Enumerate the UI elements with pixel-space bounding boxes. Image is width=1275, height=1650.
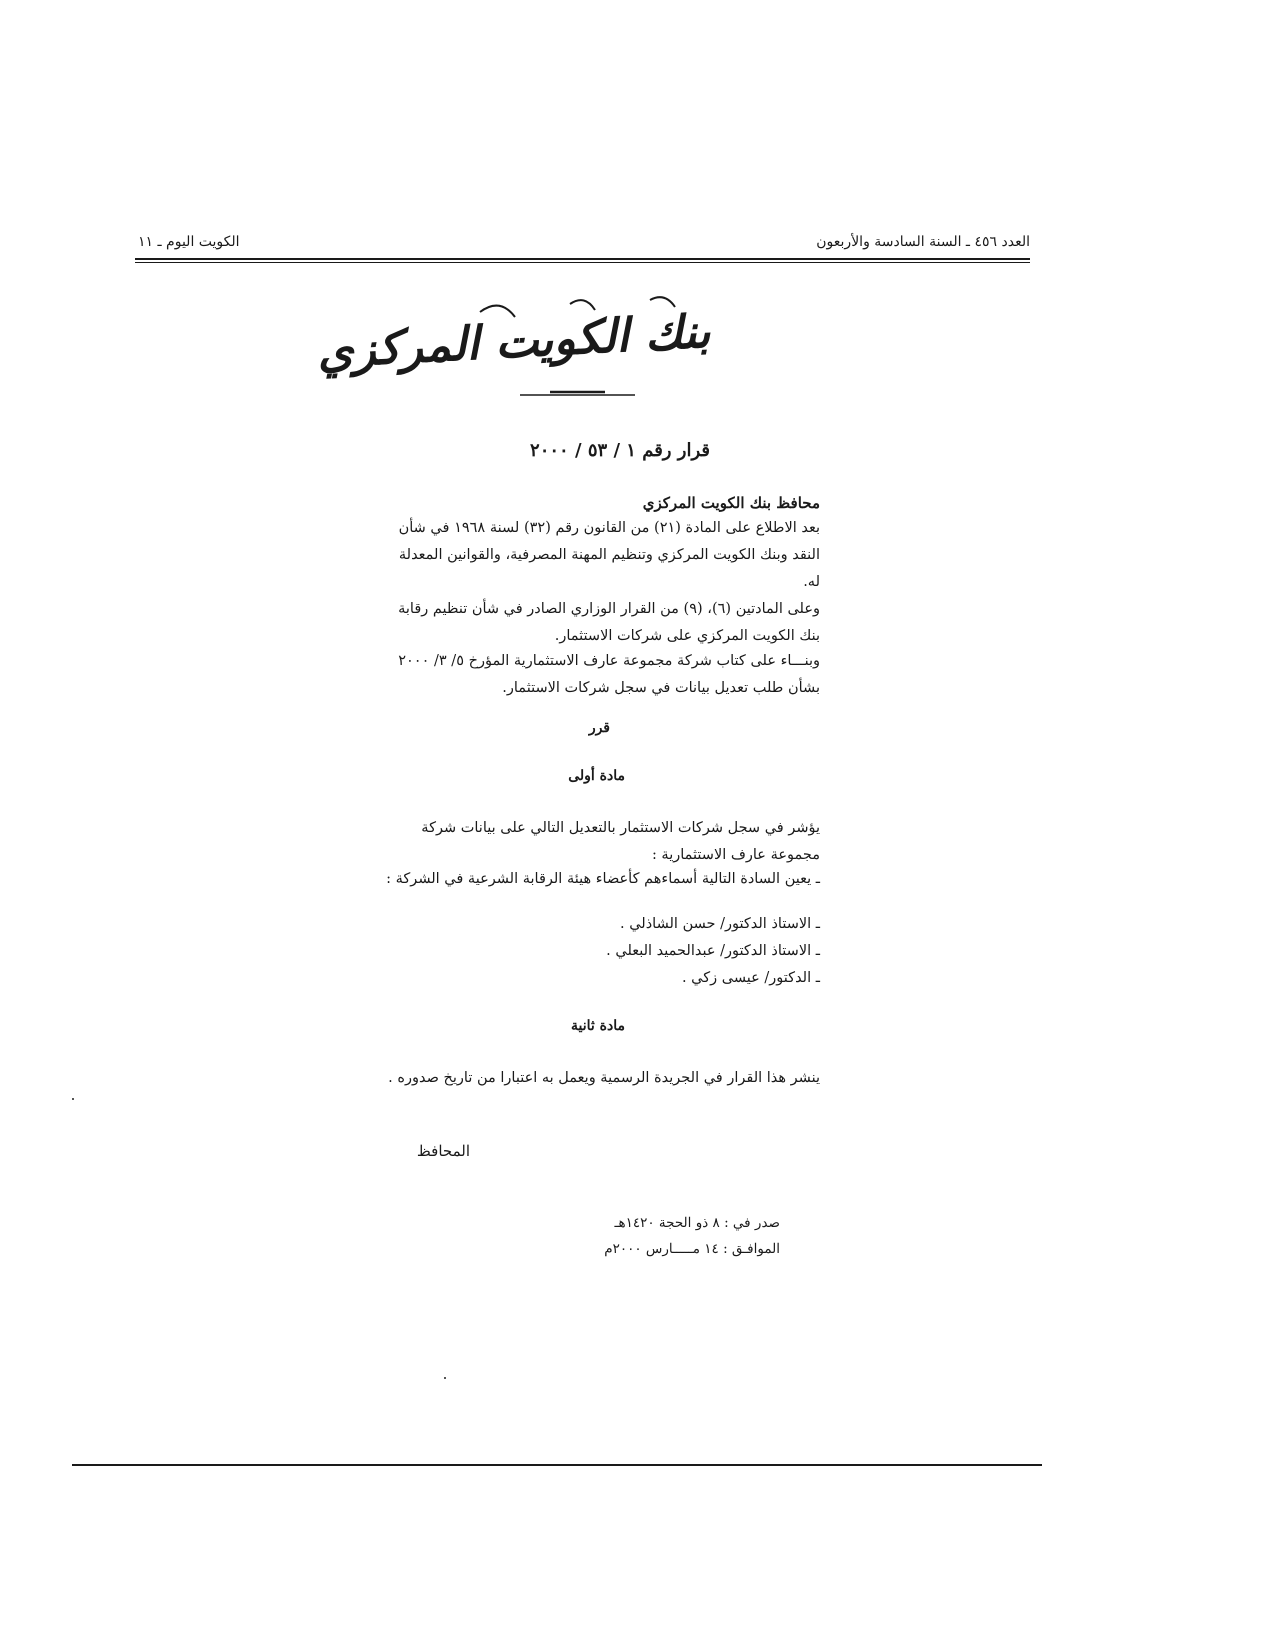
- issue-date-gregorian: الموافـق : ١٤ مـــــارس ٢٠٠٠م: [604, 1241, 780, 1257]
- decided-heading: قرر: [588, 720, 610, 736]
- logo-calligraphy: بنك الكويت المركزي: [315, 303, 712, 379]
- central-bank-logo: [315, 292, 720, 402]
- member-2: ـ الاستاذ الدكتور/ عبدالحميد البعلي .: [606, 943, 820, 959]
- page-header-left: الكويت اليوم ـ ١١: [138, 234, 240, 250]
- member-1: ـ الاستاذ الدكتور/ حسن الشاذلي .: [619, 916, 820, 932]
- header-rule-thin: [135, 262, 1030, 263]
- issuer: محافظ بنك الكويت المركزي: [642, 494, 820, 512]
- preamble-1: بعد الاطلاع على المادة (٢١) من القانون رقم (٣٢) لسنة ١٩٦٨ في شأن النقد وبنك الكويت المركزي وتنظيم المهنة المصرفية، والقوانين المعدلة له.: [398, 520, 820, 590]
- header-rule: [135, 258, 1030, 260]
- preamble-3: وبنـــاء على كتاب شركة مجموعة عارف الاستثمارية المؤرخ ٥/ ٣/ ٢٠٠٠ بشأن طلب تعديل بيانات في سجل شركات الاستثمار.: [398, 653, 820, 696]
- signature-title: المحافظ: [416, 1142, 470, 1160]
- issue-number: العدد ٤٥٦ ـ السنة السادسة والأربعون: [816, 234, 1030, 250]
- article-2-text: ينشر هذا القرار في الجريدة الرسمية ويعمل به اعتبارا من تاريخ صدوره .: [388, 1070, 820, 1086]
- footer-rule: [72, 1464, 1042, 1466]
- article-1-heading: مادة أولى: [568, 768, 625, 784]
- logo-flourish: [420, 292, 720, 402]
- article-1-intro: يؤشر في سجل شركات الاستثمار بالتعديل التالي على بيانات شركة مجموعة عارف الاستثمارية :: [421, 820, 820, 863]
- decision-title: قرار رقم ١ / ٥٣ / ٢٠٠٠: [530, 440, 710, 461]
- preamble-2: وعلى المادتين (٦)، (٩) من القرار الوزاري الصادر في شأن تنظيم رقابة بنك الكويت المركزي على شركات الاستثمار.: [398, 601, 820, 644]
- scan-speck: [444, 1377, 446, 1379]
- member-3: ـ الدكتور/ عيسى زكي .: [681, 970, 820, 986]
- article-1-clause: ـ يعين السادة التالية أسماءهم كأعضاء هيئة الرقابة الشرعية في الشركة :: [386, 871, 820, 887]
- article-2-heading: مادة ثانية: [571, 1018, 625, 1034]
- scan-speck: [72, 1098, 74, 1100]
- issue-date-hijri: صدر في : ٨ ذو الحجة ١٤٢٠هـ: [614, 1215, 780, 1231]
